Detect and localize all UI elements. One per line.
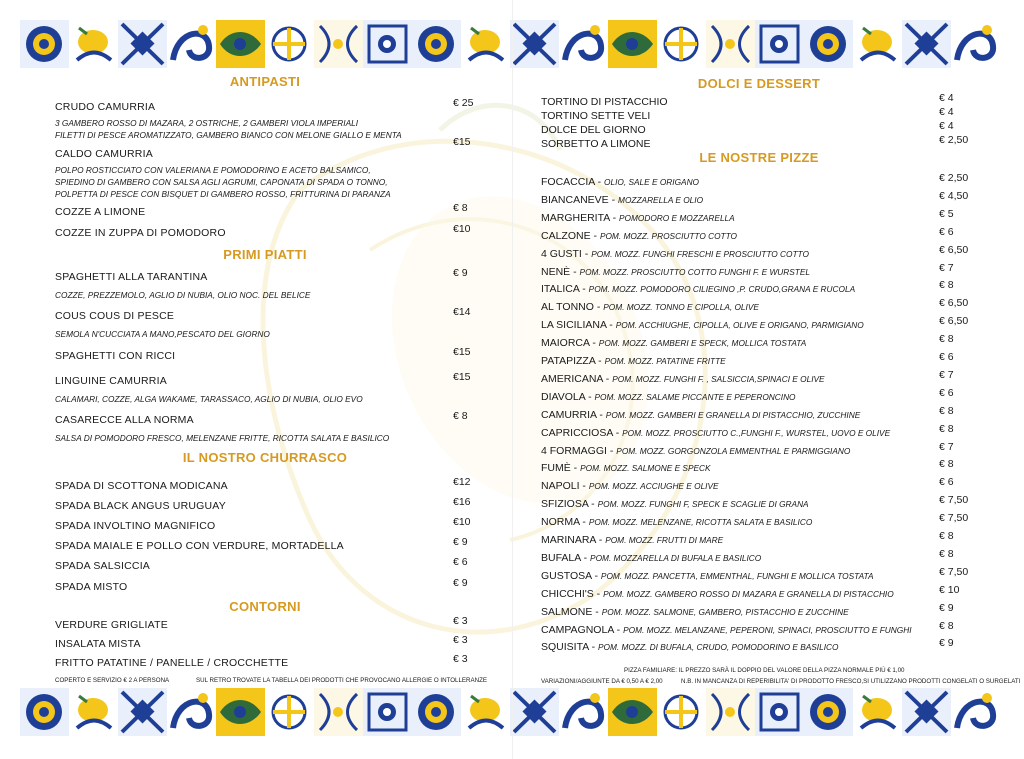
- pizza-row: [541, 369, 977, 385]
- pizza-name: AMERICANA: [541, 372, 603, 385]
- item-price: €15: [453, 346, 471, 358]
- pizza-name: NENÈ: [541, 265, 571, 278]
- majolica-tile: [118, 20, 167, 68]
- pizza-name: LA SICILIANA: [541, 319, 607, 332]
- majolica-tile: [412, 688, 461, 736]
- pizza-name: CALZONE: [541, 229, 591, 242]
- pizza-sep: -: [612, 426, 623, 439]
- pizza-sep: -: [570, 265, 580, 278]
- pizza-row: [541, 262, 977, 278]
- dessert-name: TORTINO SETTE VELI: [541, 110, 651, 122]
- pizza-name: DIAVOLA: [541, 390, 586, 403]
- pizza-price: € 8: [939, 279, 954, 292]
- pizza-row: [541, 315, 977, 331]
- pizza-row: [541, 620, 977, 636]
- pizza-sep: -: [579, 283, 589, 296]
- menu-item: [55, 346, 475, 364]
- pizza-desc: POM. MOZZ. GAMBERI E GRANELLA DI PISTACCHIO, ZUCCHINE: [605, 409, 861, 420]
- dessert-name: SORBETTO A LIMONE: [541, 138, 651, 150]
- menu-item: [55, 97, 475, 141]
- pizza-row: [541, 333, 977, 349]
- item-price: €12: [453, 476, 471, 488]
- pizza-desc: POM. MOZZ. PATATINE FRITTE: [604, 356, 726, 366]
- pizza-price: € 8: [939, 619, 954, 632]
- familiare-note: PIZZA FAMILIARE: IL PREZZO SARÀ IL DOPPIO DEL VALORE DELLA PIZZA NORMALE PIÙ € 1,00: [624, 667, 905, 674]
- majolica-tile: [804, 688, 853, 736]
- majolica-tile: [951, 688, 1000, 736]
- pizza-name: NORMA: [541, 516, 580, 529]
- pizza-row: [541, 584, 977, 600]
- pizza-name: MARGHERITA: [541, 211, 610, 224]
- majolica-tile: [461, 20, 510, 68]
- pizza-row: [541, 530, 977, 546]
- tile-border-bottom: [20, 688, 1002, 736]
- pizza-name: SFIZIOSA: [541, 498, 589, 511]
- majolica-tile: [608, 688, 657, 736]
- pizza-desc: MOZZARELLA E OLIO: [618, 194, 704, 205]
- menu-item: [55, 223, 475, 241]
- pizza-sep: -: [606, 319, 616, 332]
- pizza-desc: POMODORO E MOZZARELLA: [619, 212, 735, 223]
- item-price: €15: [453, 371, 471, 383]
- dessert-price: € 4: [939, 92, 954, 104]
- menu-item: [55, 536, 475, 554]
- pizza-sep: -: [588, 498, 598, 511]
- majolica-tile: [216, 688, 265, 736]
- pizza-sep: -: [613, 623, 624, 636]
- pizza-desc: OLIO, SALE E ORIGANO: [604, 177, 700, 187]
- item-price: € 3: [453, 634, 468, 646]
- item-price: € 8: [453, 410, 468, 422]
- menu-item: [55, 306, 475, 340]
- coperto-note: COPERTO E SERVIZIO € 2 A PERSONA: [55, 677, 170, 684]
- pizza-row: [541, 244, 977, 260]
- pizza-row: [541, 458, 977, 474]
- pizza-desc: POM. MOZZ. SALMONE E SPECK: [580, 463, 711, 474]
- pizza-desc: POM. MOZZARELLA DI BUFALA E BASILICO: [590, 552, 762, 563]
- pizza-sep: -: [606, 444, 617, 457]
- pizza-sep: -: [580, 551, 591, 564]
- pizza-row: [541, 494, 977, 510]
- pizza-sep: -: [579, 480, 589, 493]
- pizze-title: LE NOSTRE PIZZE: [699, 150, 819, 165]
- pizza-row: [541, 279, 977, 295]
- majolica-tile: [314, 688, 363, 736]
- pizza-price: € 6: [939, 225, 954, 238]
- pizza-desc: POM. MOZZ. ACCIUGHE E OLIVE: [588, 481, 719, 492]
- majolica-tile: [216, 20, 265, 68]
- pizza-name: CHICCHI'S: [541, 587, 594, 600]
- majolica-tile: [20, 688, 69, 736]
- dessert-price: € 4: [939, 106, 954, 118]
- pizza-name: FOCACCIA: [541, 176, 595, 188]
- pizza-sep: -: [593, 587, 604, 600]
- pizza-price: € 6: [939, 476, 954, 489]
- item-desc: SEMOLA N'CUCCIATA A MANO,PESCATO DEL GIORNO: [55, 329, 270, 339]
- menu-item: [55, 496, 475, 514]
- pizza-desc: POM. MOZZ. TONNO E CIPOLLA, OLIVE: [603, 302, 759, 313]
- pizza-row: [541, 172, 977, 188]
- pizza-desc: POM. MOZZ. DI BUFALA, CRUDO, POMODORINO E BASILICO: [598, 642, 839, 653]
- majolica-tile: [265, 688, 314, 736]
- majolica-tile: [706, 20, 755, 68]
- majolica-tile: [510, 688, 559, 736]
- item-price: €14: [453, 306, 471, 318]
- majolica-tile: [804, 20, 853, 68]
- pizza-price: € 8: [939, 458, 954, 471]
- item-desc: COZZE, PREZZEMOLO, AGLIO DI NUBIA, OLIO NOC. DEL BELICE: [55, 290, 311, 300]
- pizza-sep: -: [592, 605, 602, 618]
- pizza-sep: -: [594, 176, 605, 188]
- majolica-tile: [951, 20, 1000, 68]
- pizza-desc: POM. MOZZ. FUNGHI F, SPECK E SCAGLIE DI GRANA: [597, 499, 809, 510]
- pizza-name: NAPOLI: [541, 480, 580, 493]
- item-price: €15: [453, 136, 471, 148]
- pizza-name: CAPRICCIOSA: [541, 426, 613, 439]
- item-price: € 25: [453, 97, 474, 109]
- item-price: € 8: [453, 202, 468, 214]
- majolica-tile: [461, 688, 510, 736]
- pizza-price: € 8: [939, 404, 954, 417]
- item-desc: POLPO ROSTICCIATO CON VALERIANA E POMODORINO E ACETO BALSAMICO,: [55, 165, 371, 175]
- pizza-row: [541, 441, 977, 457]
- majolica-tile: [755, 20, 804, 68]
- pizza-row: [541, 512, 977, 528]
- majolica-tile: [118, 688, 167, 736]
- item-price: € 9: [453, 536, 468, 548]
- tile-border-top: [20, 20, 1002, 68]
- pizza-price: € 8: [939, 547, 954, 560]
- majolica-tile: [363, 688, 412, 736]
- pizza-sep: -: [608, 193, 619, 206]
- item-name: FRITTO PATATINE / PANELLE / CROCCHETTE: [55, 657, 289, 669]
- pizza-row: [541, 351, 977, 367]
- item-price: € 6: [453, 556, 468, 568]
- pizza-sep: -: [588, 641, 598, 654]
- pizza-row: [541, 387, 977, 403]
- item-desc: SPIEDINO DI GAMBERO CON SALSA AGLI AGRUMI, CAPONATA DI SPADA O TONNO,: [55, 177, 388, 187]
- pizza-name: SQUISITA: [541, 641, 589, 654]
- majolica-tile: [265, 20, 314, 68]
- pizza-row: [541, 423, 977, 439]
- item-name: SPADA MISTO: [55, 581, 128, 593]
- menu-item: [55, 410, 475, 444]
- allergie-note: SUL RETRO TROVATE LA TABELLA DEI PRODOTTI CHE PROVOCANO ALLERGIE O INTOLLERANZE: [196, 677, 487, 684]
- pizza-desc: POM. MOZZ. MELENZANE, RICOTTA SALATA E BASILICO: [588, 517, 813, 528]
- pizza-name: FUMÈ: [541, 462, 571, 475]
- pizza-price: € 10: [939, 583, 960, 596]
- item-name: SPADA SALSICCIA: [55, 560, 151, 572]
- pizza-price: € 4,50: [939, 189, 969, 202]
- majolica-tile: [755, 688, 804, 736]
- item-name: COUS COUS DI PESCE: [55, 310, 175, 322]
- dessert-price: € 4: [939, 120, 954, 132]
- pizza-desc: POM. MOZZ. FUNGHI F. , SALSICCIA,SPINACI E OLIVE: [612, 373, 825, 384]
- menu-item: [55, 653, 475, 671]
- pizza-name: SALMONE: [541, 605, 593, 618]
- pizza-desc: POM. ACCHIUGHE, CIPOLLA, OLIVE E ORIGANO, PARMIGIANO: [615, 320, 864, 331]
- pizza-price: € 7: [939, 261, 954, 274]
- pizza-price: € 7,50: [939, 494, 969, 507]
- item-name: SPADA DI SCOTTONA MODICANA: [55, 480, 228, 492]
- pizza-row: [541, 297, 977, 313]
- pizza-price: € 6,50: [939, 315, 969, 328]
- majolica-tile: [902, 20, 951, 68]
- pizza-sep: -: [570, 462, 581, 475]
- pizza-row: [541, 190, 977, 206]
- majolica-tile: [853, 688, 902, 736]
- item-name: CASARECCE ALLA NORMA: [55, 414, 194, 426]
- pizza-price: € 6,50: [939, 297, 969, 310]
- pizza-price: € 9: [939, 637, 954, 650]
- pizza-sep: -: [596, 408, 606, 421]
- pizza-row: [541, 602, 977, 618]
- pizza-name: BUFALA: [541, 551, 581, 564]
- pizza-name: CAMPAGNOLA: [541, 623, 614, 636]
- item-price: € 3: [453, 653, 468, 665]
- majolica-tile: [412, 20, 461, 68]
- item-name: SPADA BLACK ANGUS URUGUAY: [55, 500, 226, 512]
- item-name: INSALATA MISTA: [55, 638, 141, 650]
- dessert-price: € 2,50: [939, 134, 969, 146]
- majolica-tile: [167, 688, 216, 736]
- pizza-row: [541, 405, 977, 421]
- page-fold: [512, 0, 513, 759]
- contorni-title: CONTORNI: [229, 599, 301, 614]
- item-desc: FILETTI DI PESCE AROMATIZZATO, GAMBERO BIANCO CON MELONE GIALLO E MENTA: [55, 130, 402, 140]
- item-price: € 9: [453, 577, 468, 589]
- majolica-tile: [510, 20, 559, 68]
- menu-item: [55, 634, 475, 652]
- menu-item: [55, 476, 475, 494]
- pizza-name: CAMURRIA: [541, 408, 597, 421]
- pizza-price: € 6,50: [939, 243, 969, 256]
- item-name: SPADA INVOLTINO MAGNIFICO: [55, 520, 216, 532]
- dolci-title: DOLCI E DESSERT: [697, 76, 821, 91]
- pizza-desc: POM. MOZZ. GAMBERO ROSSO DI MAZARA E GRANELLA DI PISTACCHIO: [603, 588, 894, 599]
- majolica-tile: [706, 688, 755, 736]
- item-price: € 3: [453, 615, 468, 627]
- pizza-price: € 7: [939, 368, 954, 381]
- menu-item: [55, 267, 475, 301]
- pizza-sep: -: [589, 337, 599, 350]
- pizza-name: ITALICA: [541, 283, 580, 296]
- pizza-row: [541, 208, 977, 224]
- pizza-name: BIANCANEVE: [541, 193, 609, 206]
- item-price: €16: [453, 496, 471, 508]
- pizza-desc: POM. MOZZ. GORGONZOLA EMMENTHAL E PARMIGGIANO: [616, 445, 851, 456]
- pizza-sep: -: [595, 534, 606, 546]
- item-desc: SALSA DI POMODORO FRESCO, MELENZANE FRITTE, RICOTTA SALATA E BASILICO: [55, 433, 390, 443]
- pizza-name: MAIORCA: [541, 337, 590, 350]
- dessert-name: TORTINO DI PISTACCHIO: [541, 96, 668, 108]
- menu-item: [55, 556, 475, 574]
- pizza-price: € 8: [939, 422, 954, 435]
- pizza-sep: -: [579, 516, 589, 529]
- majolica-tile: [20, 20, 69, 68]
- pizza-desc: POM. MOZZ. GAMBERI E SPECK, MOLLICA TOSTATA: [598, 338, 807, 349]
- item-name: SPAGHETTI CON RICCI: [55, 350, 176, 362]
- pizza-desc: POM. MOZZ. SALMONE, GAMBERO, PISTACCHIO E ZUCCHINE: [601, 606, 849, 617]
- primi-title: PRIMI PIATTI: [223, 247, 307, 262]
- dessert-row: [541, 134, 977, 150]
- pizza-price: € 2,50: [939, 172, 969, 184]
- pizza-sep: -: [590, 229, 600, 242]
- menu-item: [55, 371, 475, 405]
- majolica-tile: [853, 20, 902, 68]
- item-name: VERDURE GRIGLIATE: [55, 619, 168, 631]
- majolica-tile: [559, 688, 608, 736]
- pizza-sep: -: [591, 569, 601, 582]
- pizza-row: [541, 566, 977, 582]
- pizza-name: PATAPIZZA: [541, 355, 596, 367]
- menu-item: [55, 516, 475, 534]
- pizza-desc: POM. MOZZ. PROSCIUTTO C.,FUNGHI F., WURSTEL, UOVO E OLIVE: [622, 427, 891, 438]
- item-name: COZZE A LIMONE: [55, 206, 146, 218]
- pizza-price: € 8: [939, 530, 954, 542]
- pizza-desc: POM. MOZZ. FRUTTI DI MARE: [605, 535, 724, 545]
- pizza-price: € 6: [939, 351, 954, 363]
- pizza-row: [541, 476, 977, 492]
- pizza-price: € 6: [939, 386, 954, 399]
- item-name: CALDO CAMURRIA: [55, 148, 153, 160]
- pizza-price: € 9: [939, 601, 954, 614]
- pizza-desc: POM. MOZZ. MELANZANE, PEPERONI, SPINACI, PROSCIUTTO E FUNGHI: [623, 624, 912, 635]
- majolica-tile: [69, 20, 118, 68]
- item-price: €10: [453, 516, 471, 528]
- item-price: € 9: [453, 267, 468, 279]
- antipasti-title: ANTIPASTI: [229, 74, 301, 89]
- pizza-name: 4 FORMAGGI: [541, 444, 607, 457]
- churrasco-title: IL NOSTRO CHURRASCO: [182, 450, 348, 465]
- menu-item: [55, 577, 475, 595]
- menu-item: [55, 144, 475, 200]
- pizza-name: GUSTOSA: [541, 569, 592, 582]
- item-desc: 3 GAMBERO ROSSO DI MAZARA, 2 OSTRICHE, 2 GAMBERI VIOLA IMPERIALI: [55, 118, 359, 128]
- majolica-tile: [902, 688, 951, 736]
- pizza-price: € 5: [939, 207, 954, 220]
- dessert-name: DOLCE DEL GIORNO: [541, 124, 646, 136]
- majolica-tile: [69, 688, 118, 736]
- variazioni-note: VARIAZIONI/AGGIUNTE DA € 0,50 A € 2,00: [541, 678, 663, 685]
- pizza-row: [541, 548, 977, 564]
- pizza-sep: -: [585, 390, 595, 403]
- pizza-row: [541, 226, 977, 242]
- pizza-desc: POM. MOZZ. FUNGHI FRESCHI E PROSCIUTTO COTTO: [591, 248, 809, 259]
- pizza-sep: -: [581, 247, 592, 260]
- item-name: SPADA MAIALE E POLLO CON VERDURE, MORTADELLA: [55, 540, 344, 552]
- item-desc: CALAMARI, COZZE, ALGA WAKAME, TARASSACO, AGLIO DI NUBIA, OLIO EVO: [55, 394, 363, 404]
- majolica-tile: [314, 20, 363, 68]
- majolica-tile: [167, 20, 216, 68]
- pizza-desc: POM. MOZZ. PANCETTA, EMMENTHAL, FUNGHI E MOLLICA TOSTATA: [600, 570, 874, 581]
- pizza-desc: POM. MOZZ. POMODORO CILIEGINO ,P. CRUDO,GRANA E RUCOLA: [588, 284, 856, 295]
- pizza-desc: POM. MOZZ. PROSCIUTTO COTTO FUNGHI F. E WURSTEL: [579, 266, 811, 277]
- item-desc: POLPETTA DI PESCE CON BISQUET DI GAMBERO ROSSO, FRITTURINA DI PARANZA: [55, 189, 391, 199]
- pizza-sep: -: [602, 372, 613, 385]
- menu-item: [55, 615, 475, 633]
- item-name: LINGUINE CAMURRIA: [55, 375, 167, 387]
- pizza-name: AL TONNO: [541, 301, 594, 314]
- pizza-sep: -: [595, 355, 605, 367]
- pizza-name: MARINARA: [541, 534, 596, 546]
- pizza-price: € 7: [939, 440, 954, 453]
- majolica-tile: [363, 20, 412, 68]
- menu-item: [55, 202, 475, 220]
- pizza-price: € 7,50: [939, 512, 969, 525]
- pizza-price: € 7,50: [939, 565, 969, 578]
- pizza-desc: POM. MOZZ. PROSCIUTTO COTTO: [599, 230, 737, 241]
- item-price: €10: [453, 223, 471, 235]
- nb-note: N.B. IN MANCANZA DI REPERIBILITA' DI PRODOTTO FRESCO,SI UTILIZZANO PRODOTTI CONGELATI O SURGELATI: [681, 678, 1021, 685]
- item-name: COZZE IN ZUPPA DI POMODORO: [55, 227, 226, 239]
- majolica-tile: [608, 20, 657, 68]
- pizza-name: 4 GUSTI: [541, 247, 582, 260]
- item-name: CRUDO CAMURRIA: [55, 101, 156, 113]
- pizza-row: [541, 637, 977, 653]
- pizza-sep: -: [609, 211, 619, 224]
- pizza-price: € 8: [939, 333, 954, 346]
- pizza-sep: -: [593, 301, 604, 314]
- pizza-desc: POM. MOZZ. SALAME PICCANTE E PEPERONCINO: [594, 391, 796, 402]
- majolica-tile: [657, 688, 706, 736]
- majolica-tile: [559, 20, 608, 68]
- majolica-tile: [657, 20, 706, 68]
- item-name: SPAGHETTI ALLA TARANTINA: [55, 271, 208, 283]
